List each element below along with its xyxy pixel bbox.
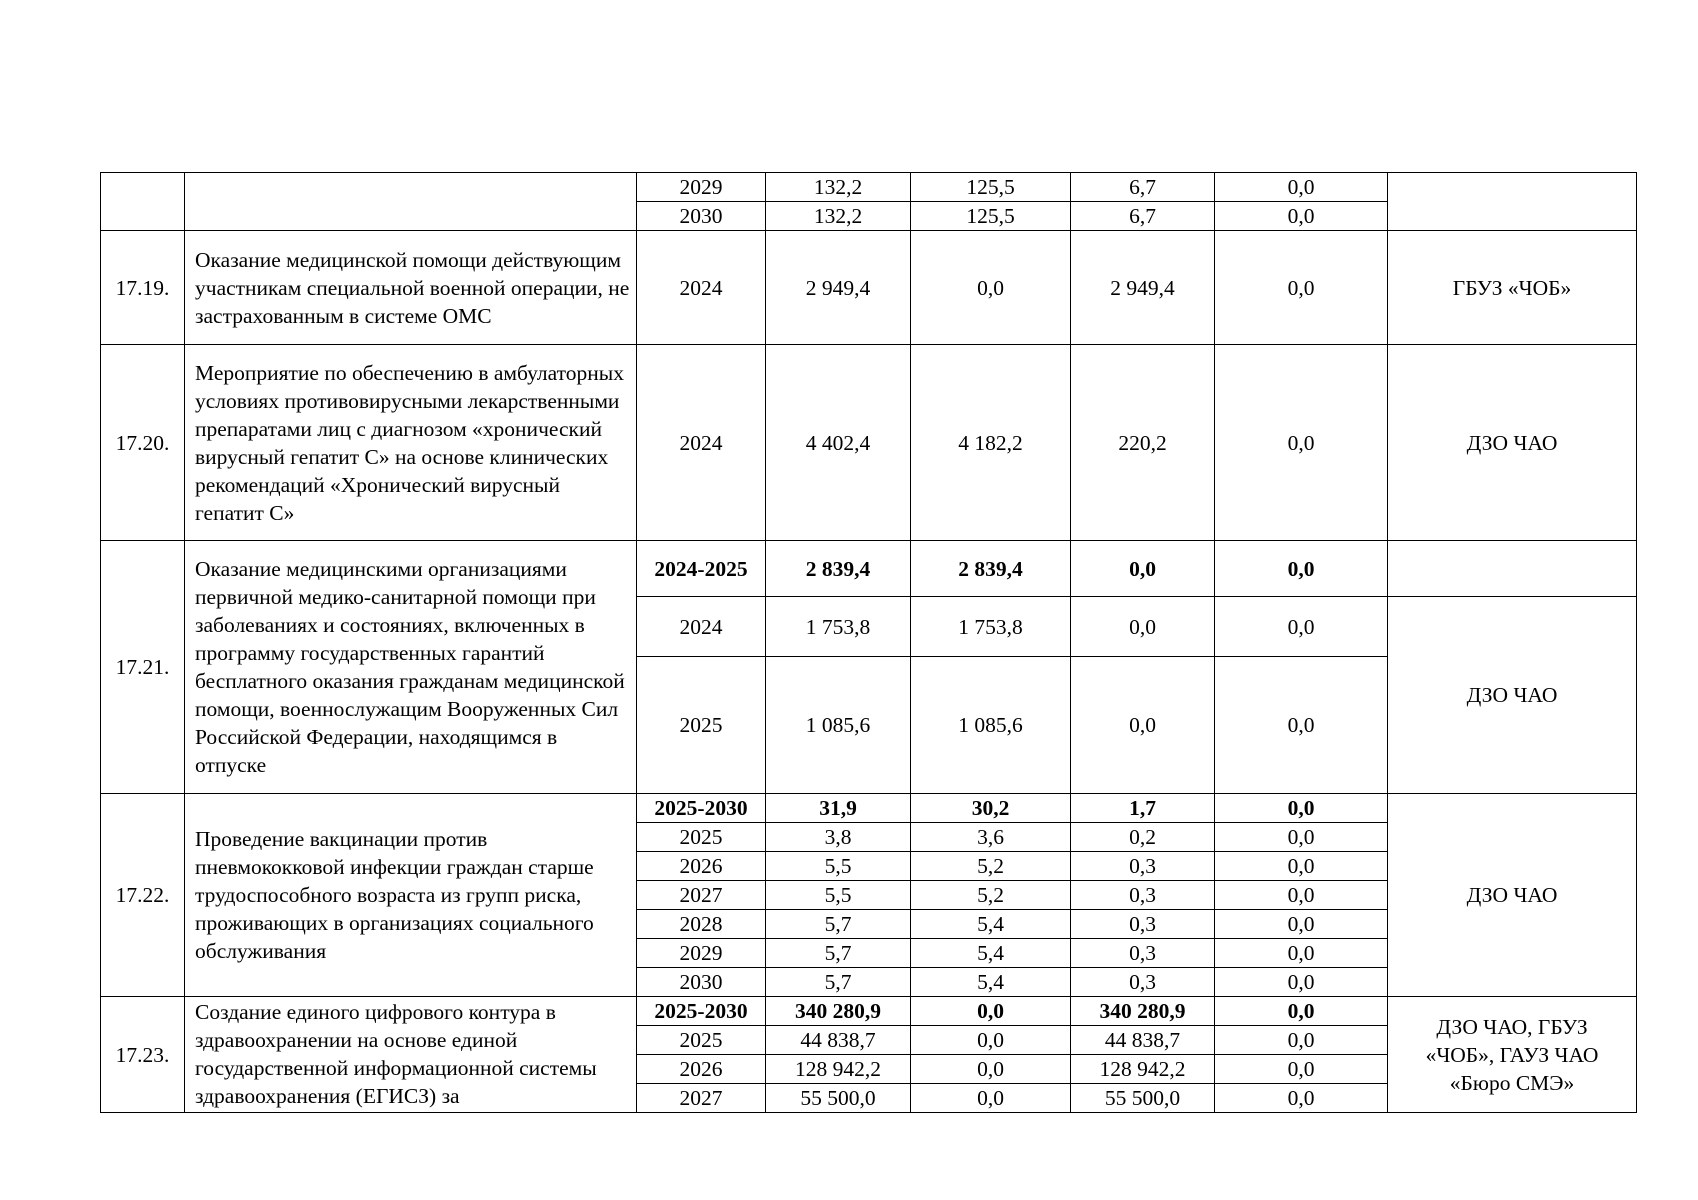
total-cell: 1 753,8 [766, 597, 911, 657]
table-row [101, 997, 1637, 1026]
total-cell: 2 949,4 [766, 231, 911, 345]
other-sources-cell: 0,0 [1215, 939, 1388, 968]
total-cell: 2 839,4 [766, 541, 911, 597]
year-cell: 2025-2030 [637, 794, 766, 823]
other-sources-cell: 0,0 [1215, 910, 1388, 939]
other-sources-cell: 0,0 [1215, 997, 1388, 1026]
other-sources-cell: 0,0 [1215, 597, 1388, 657]
executor-cell: ДЗО ЧАО, ГБУЗ «ЧОБ», ГАУЗ ЧАО «Бюро СМЭ» [1388, 997, 1637, 1113]
table-row [101, 231, 1637, 345]
item-number-cell: 17.20. [101, 345, 185, 541]
executor-cell [1388, 541, 1637, 597]
federal-budget-cell: 2 839,4 [911, 541, 1071, 597]
regional-budget-cell: 2 949,4 [1071, 231, 1215, 345]
total-cell: 5,7 [766, 968, 911, 997]
federal-budget-cell: 4 182,2 [911, 345, 1071, 541]
regional-budget-cell: 6,7 [1071, 173, 1215, 202]
federal-budget-cell: 1 753,8 [911, 597, 1071, 657]
total-cell: 3,8 [766, 823, 911, 852]
total-cell: 31,9 [766, 794, 911, 823]
item-number-cell: 17.21. [101, 541, 185, 794]
year-cell: 2030 [637, 968, 766, 997]
other-sources-cell: 0,0 [1215, 173, 1388, 202]
other-sources-cell: 0,0 [1215, 231, 1388, 345]
table-row [101, 794, 1637, 823]
item-description-cell: Создание единого цифрового контура в здравоохранении на основе единой государственной информационной системы здравоохранения (ЕГИСЗ) за [185, 997, 637, 1113]
total-cell: 4 402,4 [766, 345, 911, 541]
total-cell: 44 838,7 [766, 1026, 911, 1055]
item-description-cell: Мероприятие по обеспечению в амбулаторных условиях противовирусными лекарственными препаратами лиц с диагнозом «хронический вирусный гепатит С» на основе клинических рекомендаций «Хронический вирусный гепатит С» [185, 345, 637, 541]
year-cell: 2025 [637, 823, 766, 852]
table-row [101, 541, 1637, 597]
federal-budget-cell: 1 085,6 [911, 657, 1071, 794]
regional-budget-cell: 55 500,0 [1071, 1084, 1215, 1113]
total-cell: 5,7 [766, 910, 911, 939]
other-sources-cell: 0,0 [1215, 852, 1388, 881]
regional-budget-cell: 128 942,2 [1071, 1055, 1215, 1084]
other-sources-cell: 0,0 [1215, 1026, 1388, 1055]
year-cell: 2025-2030 [637, 997, 766, 1026]
regional-budget-cell: 0,0 [1071, 597, 1215, 657]
regional-budget-cell: 6,7 [1071, 202, 1215, 231]
year-cell: 2024 [637, 345, 766, 541]
year-cell: 2029 [637, 173, 766, 202]
regional-budget-cell: 0,3 [1071, 910, 1215, 939]
year-cell: 2024 [637, 597, 766, 657]
other-sources-cell: 0,0 [1215, 794, 1388, 823]
regional-budget-cell: 0,0 [1071, 657, 1215, 794]
regional-budget-cell: 0,3 [1071, 968, 1215, 997]
item-description-cell: Проведение вакцинации против пневмококковой инфекции граждан старше трудоспособного возраста из групп риска, проживающих в организациях социального обслуживания [185, 794, 637, 997]
federal-budget-cell: 125,5 [911, 173, 1071, 202]
year-cell: 2026 [637, 852, 766, 881]
regional-budget-cell: 220,2 [1071, 345, 1215, 541]
executor-cell: ДЗО ЧАО [1388, 597, 1637, 794]
regional-budget-cell: 0,2 [1071, 823, 1215, 852]
federal-budget-cell: 30,2 [911, 794, 1071, 823]
federal-budget-cell: 5,4 [911, 910, 1071, 939]
executor-cell [1388, 173, 1637, 231]
other-sources-cell: 0,0 [1215, 1055, 1388, 1084]
total-cell: 55 500,0 [766, 1084, 911, 1113]
other-sources-cell: 0,0 [1215, 968, 1388, 997]
year-cell: 2025 [637, 1026, 766, 1055]
year-cell: 2025 [637, 657, 766, 794]
other-sources-cell: 0,0 [1215, 657, 1388, 794]
executor-cell: ГБУЗ «ЧОБ» [1388, 231, 1637, 345]
regional-budget-cell: 0,3 [1071, 881, 1215, 910]
federal-budget-cell: 5,4 [911, 968, 1071, 997]
total-cell: 132,2 [766, 173, 911, 202]
regional-budget-cell: 0,3 [1071, 852, 1215, 881]
total-cell: 5,5 [766, 881, 911, 910]
regional-budget-cell: 340 280,9 [1071, 997, 1215, 1026]
table-row [101, 173, 1637, 202]
total-cell: 128 942,2 [766, 1055, 911, 1084]
other-sources-cell: 0,0 [1215, 881, 1388, 910]
other-sources-cell: 0,0 [1215, 823, 1388, 852]
federal-budget-cell: 5,2 [911, 881, 1071, 910]
item-description-cell [185, 173, 637, 231]
regional-budget-cell: 1,7 [1071, 794, 1215, 823]
other-sources-cell: 0,0 [1215, 202, 1388, 231]
item-number-cell: 17.22. [101, 794, 185, 997]
other-sources-cell: 0,0 [1215, 1084, 1388, 1113]
federal-budget-cell: 5,2 [911, 852, 1071, 881]
item-description-cell: Оказание медицинской помощи действующим участникам специальной военной операции, не застрахованным в системе ОМС [185, 231, 637, 345]
other-sources-cell: 0,0 [1215, 541, 1388, 597]
year-cell: 2028 [637, 910, 766, 939]
regional-budget-cell: 44 838,7 [1071, 1026, 1215, 1055]
total-cell: 5,5 [766, 852, 911, 881]
item-number-cell [101, 173, 185, 231]
year-cell: 2024 [637, 231, 766, 345]
total-cell: 132,2 [766, 202, 911, 231]
budget-table [100, 172, 1637, 1113]
executor-cell: ДЗО ЧАО [1388, 794, 1637, 997]
year-cell: 2027 [637, 881, 766, 910]
total-cell: 1 085,6 [766, 657, 911, 794]
year-cell: 2030 [637, 202, 766, 231]
year-cell: 2027 [637, 1084, 766, 1113]
regional-budget-cell: 0,0 [1071, 541, 1215, 597]
federal-budget-cell: 0,0 [911, 1084, 1071, 1113]
federal-budget-cell: 5,4 [911, 939, 1071, 968]
total-cell: 5,7 [766, 939, 911, 968]
federal-budget-cell: 0,0 [911, 1026, 1071, 1055]
year-cell: 2029 [637, 939, 766, 968]
executor-cell: ДЗО ЧАО [1388, 345, 1637, 541]
federal-budget-cell: 0,0 [911, 231, 1071, 345]
item-description-cell: Оказание медицинскими организациями первичной медико-санитарной помощи при заболеваниях и состояниях, включенных в программу государственных гарантий бесплатного оказания гражданам медицинской помощи, военнослужащим Вооруженных Сил Российской Федерации, находящимся в отпуске [185, 541, 637, 794]
table-row [101, 345, 1637, 541]
federal-budget-cell: 0,0 [911, 997, 1071, 1026]
item-number-cell: 17.23. [101, 997, 185, 1113]
item-number-cell: 17.19. [101, 231, 185, 345]
total-cell: 340 280,9 [766, 997, 911, 1026]
federal-budget-cell: 3,6 [911, 823, 1071, 852]
regional-budget-cell: 0,3 [1071, 939, 1215, 968]
federal-budget-cell: 125,5 [911, 202, 1071, 231]
year-cell: 2026 [637, 1055, 766, 1084]
other-sources-cell: 0,0 [1215, 345, 1388, 541]
year-cell: 2024-2025 [637, 541, 766, 597]
federal-budget-cell: 0,0 [911, 1055, 1071, 1084]
